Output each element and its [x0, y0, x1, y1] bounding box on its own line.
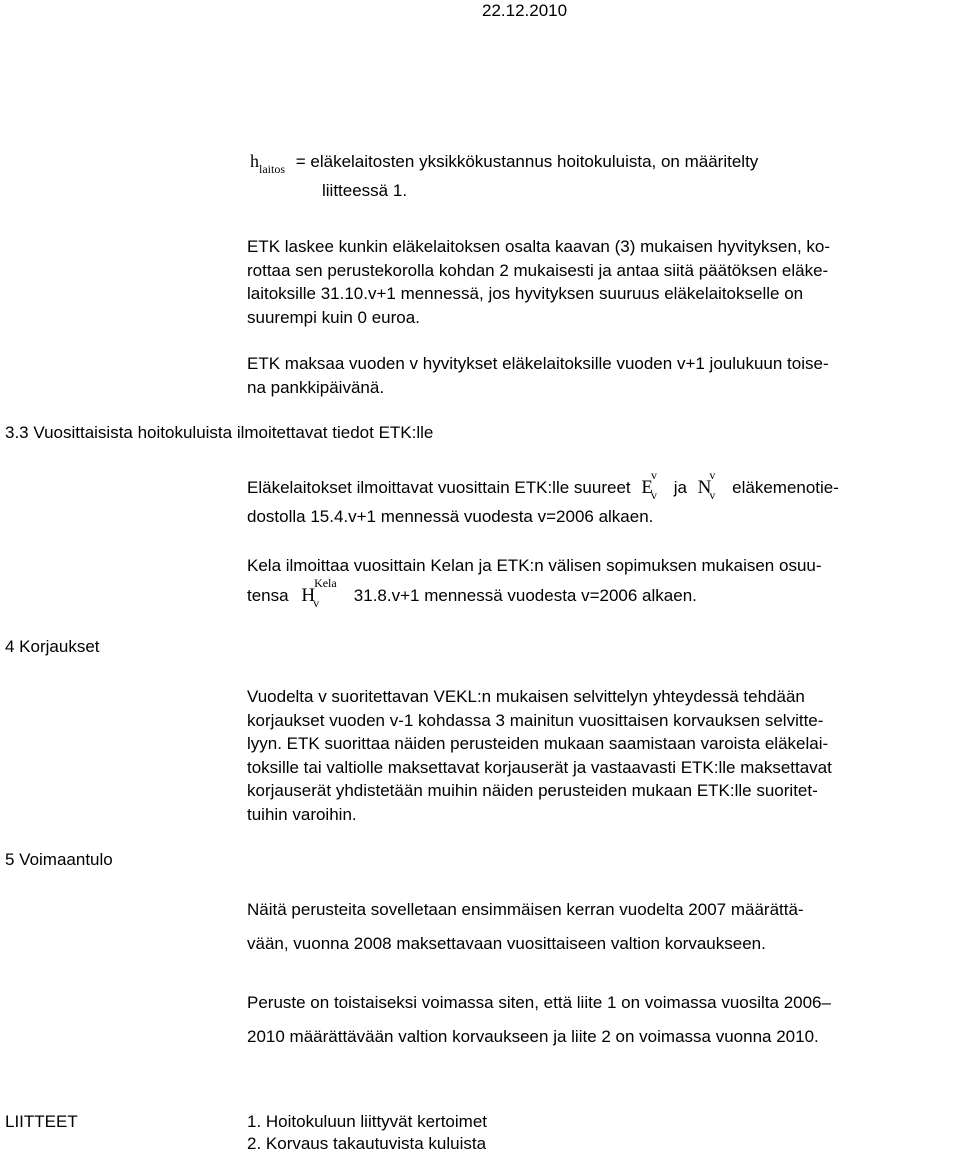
- symbol-n-subscript: v: [709, 488, 716, 502]
- paragraph-line: laitoksille 31.10.v+1 mennessä, jos hyvityksen suuruus eläkelaitokselle on: [247, 284, 804, 303]
- paragraph-line: ETK maksaa vuoden v hyvitykset eläkelaitoksille vuoden v+1 joulukuun toise-: [247, 354, 829, 373]
- paragraph-text: tensa: [247, 586, 289, 605]
- definition-line: [250, 151, 759, 176]
- symbol-h-subscript: v: [313, 596, 320, 610]
- kela-line-2: [247, 576, 697, 610]
- definition-text: = eläkelaitosten yksikkökustannus hoitokuluista, on määritelty: [295, 152, 759, 171]
- paragraph-text: 31.8.v+1 mennessä vuodesta v=2006 alkaen.: [353, 586, 697, 605]
- symbol-n-superscript: v: [709, 468, 716, 482]
- voimaantulo-line: Näitä perusteita sovelletaan ensimmäisen kerran vuodelta 2007 määrättä-: [247, 900, 804, 919]
- section-5-heading: 5 Voimaantulo: [5, 850, 113, 869]
- paragraph-line: korjauserät yhdistetään muihin näiden perusteiden mukaan ETK:lle suoritet-: [247, 781, 818, 800]
- symbol-n: N v v: [697, 468, 716, 502]
- definition-symbol: h: [250, 151, 259, 171]
- ilmoitus-line-1: [247, 468, 839, 502]
- section-4-heading: 4 Korjaukset: [5, 637, 100, 656]
- paragraph-line: ETK laskee kunkin eläkelaitoksen osalta kaavan (3) mukaisen hyvityksen, ko-: [247, 237, 831, 256]
- maksu-paragraph: [247, 352, 829, 399]
- korjaukset-paragraph: [247, 685, 832, 826]
- attachment-item: 1. Hoitokuluun liittyvät kertoimet: [247, 1112, 487, 1131]
- paragraph-line: suurempi kuin 0 euroa.: [247, 307, 420, 327]
- paragraph-line: Vuodelta v suoritettavan VEKL:n mukaisen selvittelyn yhteydessä tehdään: [247, 687, 805, 706]
- definition-subscript: laitos: [259, 162, 285, 176]
- paragraph-text: eläkemenotie-: [732, 478, 839, 497]
- symbol-h-kela: H Kela v: [301, 576, 337, 610]
- voimaantulo-line: vään, vuonna 2008 maksettavaan vuosittaiseen valtion korvaukseen.: [247, 934, 766, 953]
- paragraph-line: na pankkipäivänä.: [247, 377, 385, 397]
- voimassaolo-line: Peruste on toistaiseksi voimassa siten, että liite 1 on voimassa vuosilta 2006–: [247, 993, 831, 1012]
- paragraph-line: korjaukset vuoden v-1 kohdassa 3 mainitun vuosittaisen korvauksen selvitte-: [247, 710, 824, 730]
- symbol-e: E v v: [641, 468, 657, 502]
- paragraph-line: toksille tai valtiolle maksettavat korjauserät ja vastaavasti ETK:lle maksettavat: [247, 757, 832, 777]
- ilmoitus-line-2: dostolla 15.4.v+1 mennessä vuodesta v=2006 alkaen.: [247, 507, 654, 526]
- attachment-item: 2. Korvaus takautuvista kuluista: [247, 1134, 487, 1153]
- symbol-h-superscript: Kela: [314, 576, 337, 590]
- paragraph-line: lyyn. ETK suorittaa näiden perusteiden mukaan saamistaan varoista eläkelai-: [247, 734, 829, 753]
- document-date: 22.12.2010: [482, 1, 568, 20]
- symbol-e-superscript: v: [650, 468, 657, 482]
- attachments-label: LIITTEET: [5, 1112, 78, 1131]
- kela-line-1: Kela ilmoittaa vuosittain Kelan ja ETK:n välisen sopimuksen mukaisen osuu-: [247, 556, 822, 575]
- section-3-3-heading: 3.3 Vuosittaisista hoitokuluista ilmoitettavat tiedot ETK:lle: [5, 423, 434, 442]
- paragraph-text: Eläkelaitokset ilmoittavat vuosittain ETK:lle suureet: [247, 478, 631, 497]
- word-ja: ja: [673, 478, 687, 497]
- symbol-e-subscript: v: [650, 488, 657, 502]
- definition-continuation: liitteessä 1.: [322, 181, 408, 200]
- paragraph-line: tuihin varoihin.: [247, 804, 357, 824]
- paragraph-line: rottaa sen perustekorolla kohdan 2 mukaisesti ja antaa siitä päätöksen eläke-: [247, 260, 829, 280]
- voimassaolo-line: 2010 määrättävään valtion korvaukseen ja liite 2 on voimassa vuonna 2010.: [247, 1027, 819, 1046]
- hyvitys-paragraph: [247, 235, 830, 329]
